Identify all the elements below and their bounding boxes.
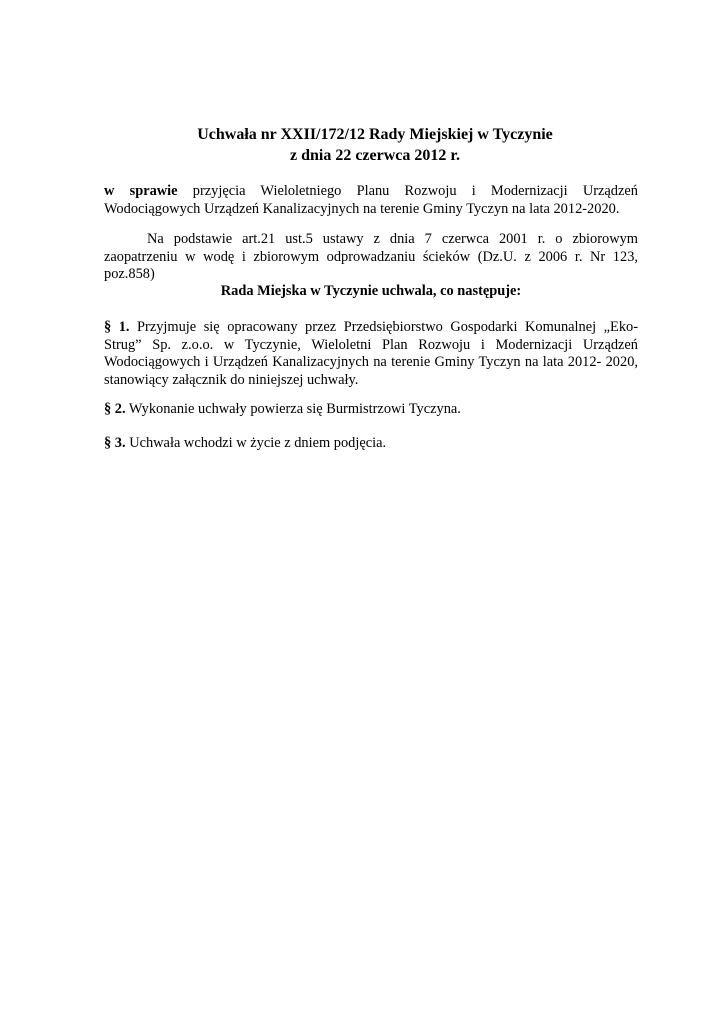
section-1-number: § 1. bbox=[104, 319, 130, 335]
section-1-text: Przyjmuje się opracowany przez Przedsiębiorstwo Gospodarki Komunalnej „Eko-Strug” Sp. z.o.o. w Tyczynie, Wieloletni Plan Rozwoju i Modernizacji Urządzeń Wodociągowych i Urządzeń Kanalizacyjnych na terenie Gminy Tyczyn na lata 2012- 2020, stanowiący załącznik do niniejszej uchwały. bbox=[104, 319, 639, 388]
legal-basis-paragraph bbox=[104, 231, 638, 284]
resolution-title bbox=[100, 124, 650, 166]
section-3 bbox=[104, 435, 638, 453]
subject-label: w sprawie bbox=[104, 183, 178, 199]
section-2 bbox=[104, 401, 638, 419]
subject-text: przyjęcia Wieloletniego Planu Rozwoju i Modernizacji Urządzeń Wodociągowych Urządzeń Kanalizacyjnych na terenie Gminy Tyczyn na lata 2012-2020. bbox=[104, 183, 638, 217]
title-line-2: z dnia 22 czerwca 2012 r. bbox=[289, 147, 461, 164]
legal-basis-text: Na podstawie art.21 ust.5 ustawy z dnia 7 czerwca 2001 r. o zbiorowym zaopatrzeniu w wodę i zbiorowym odprowadzaniu ścieków (Dz.U. z 2006 r. Nr 123, poz.858) bbox=[104, 231, 638, 282]
subject-paragraph bbox=[104, 183, 638, 218]
section-2-text: Wykonanie uchwały powierza się Burmistrzowi Tyczyna. bbox=[125, 401, 461, 417]
council-resolves-heading: Rada Miejska w Tyczynie uchwala, co następuje: bbox=[220, 283, 522, 299]
title-line-1: Uchwała nr XXII/172/12 Rady Miejskiej w Tyczynie bbox=[197, 126, 553, 143]
section-2-number: § 2. bbox=[104, 401, 126, 417]
section-3-number: § 3. bbox=[104, 435, 126, 451]
section-1 bbox=[104, 319, 638, 389]
section-3-text: Uchwała wchodzi w życie z dniem podjęcia. bbox=[125, 435, 387, 451]
